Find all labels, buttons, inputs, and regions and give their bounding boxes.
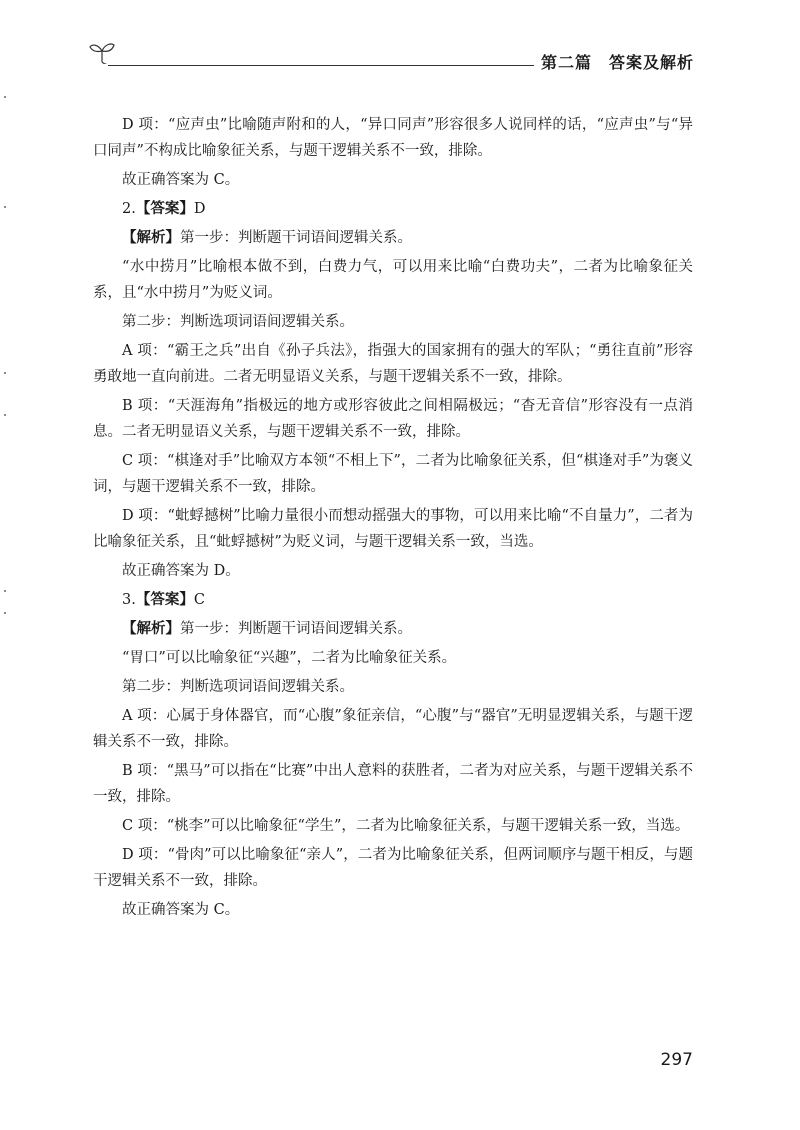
- paragraph-text: D 项：“蚍蜉撼树”比喻力量很小而想动摇强大的事物，可以用来比喻“不自量力”，二者为比喻象征关系，且“蚍蜉撼树”为贬义词，与题干逻辑关系一致，当选。: [93, 508, 693, 550]
- paragraph-text: D 项：“应声虫”比喻随声附和的人，“异口同声”形容很多人说同样的话，“应声虫”与“异口同声”不构成比喻象征关系，与题干逻辑关系不一致，排除。: [93, 117, 693, 159]
- answer-label: 【答案】: [135, 201, 194, 217]
- analysis-heading: [93, 225, 693, 251]
- paragraph: [93, 674, 693, 700]
- option-c: [93, 448, 693, 500]
- analysis-label: 【解析】: [122, 621, 180, 637]
- margin-dot: [4, 96, 6, 98]
- answer-value: D: [193, 201, 206, 217]
- margin-dot: [4, 414, 6, 416]
- paragraph-text: C 项：“棋逢对手”比喻双方本领“不相上下”，二者为比喻象征关系，但“棋逢对手”为褒义词，与题干逻辑关系不一致，排除。: [93, 453, 693, 495]
- option-d: [93, 503, 693, 555]
- question-number: 2.: [122, 201, 136, 217]
- option-b: [93, 758, 693, 810]
- scan-margin-marks: [4, 0, 7, 1130]
- answer-heading-3: [93, 587, 693, 613]
- paragraph: [93, 645, 693, 671]
- section-title: 第二篇 答案及解析: [540, 53, 694, 72]
- answer-label: 【答案】: [135, 592, 194, 608]
- paragraph: [93, 112, 693, 164]
- paragraph-text: C 项：“桃李”可以比喻象征“学生”，二者为比喻象征关系，与题干逻辑关系一致，当选。: [122, 818, 690, 834]
- paragraph: [93, 897, 693, 923]
- margin-dot: [4, 612, 6, 614]
- option-b: [93, 393, 693, 445]
- paragraph-text: 第一步：判断题干词语间逻辑关系。: [180, 621, 412, 637]
- analysis-heading: [93, 616, 693, 642]
- paragraph-text: 故正确答案为 C。: [122, 172, 240, 188]
- paragraph-text: B 项：“黑马”可以指在“比赛”中出人意料的获胜者，二者为对应关系，与题干逻辑关系不一致，排除。: [93, 763, 693, 805]
- paragraph: [93, 309, 693, 335]
- analysis-label: 【解析】: [122, 230, 180, 246]
- header-rule: [108, 65, 534, 66]
- question-number: 3.: [122, 592, 136, 608]
- paragraph-text: 故正确答案为 D。: [122, 563, 240, 579]
- margin-dot: [4, 206, 6, 208]
- option-c: [93, 813, 693, 839]
- paragraph: [93, 167, 693, 193]
- answer-value: C: [193, 592, 205, 608]
- paragraph-text: 第二步：判断选项词语间逻辑关系。: [122, 314, 354, 330]
- paragraph-text: 第二步：判断选项词语间逻辑关系。: [122, 679, 354, 695]
- paragraph-text: 第一步：判断题干词语间逻辑关系。: [180, 230, 412, 246]
- option-d: [93, 842, 693, 894]
- margin-dot: [4, 590, 6, 592]
- page-number: 297: [660, 1050, 693, 1070]
- paragraph-text: D 项：“骨肉”可以比喻象征“亲人”，二者为比喻象征关系，但两词顺序与题干相反，与题干逻辑关系不一致，排除。: [93, 847, 693, 889]
- option-a: [93, 338, 693, 390]
- option-a: [93, 703, 693, 755]
- answer-explanations: [93, 112, 693, 926]
- paragraph-text: “水中捞月”比喻根本做不到，白费力气，可以用来比喻“白费功夫”，二者为比喻象征关系，且“水中捞月”为贬义词。: [93, 259, 693, 301]
- paragraph-text: “胃口”可以比喻象征“兴趣”，二者为比喻象征关系。: [122, 650, 457, 666]
- paragraph-text: A 项：“霸王之兵”出自《孙子兵法》，指强大的国家拥有的强大的军队；“勇往直前”形容勇敢地一直向前进。二者无明显语义关系，与题干逻辑关系不一致，排除。: [93, 343, 693, 385]
- paragraph-text: 故正确答案为 C。: [122, 902, 240, 918]
- leaf-sprout-icon: [88, 40, 116, 64]
- answer-heading-2: [93, 196, 693, 222]
- paragraph-text: B 项：“天涯海角”指极远的地方或形容彼此之间相隔极远；“杳无音信”形容没有一点消息。二者无明显语义关系，与题干逻辑关系不一致，排除。: [93, 398, 693, 440]
- margin-dot: [4, 372, 6, 374]
- paragraph: [93, 254, 693, 306]
- paragraph-text: A 项：心属于身体器官，而“心腹”象征亲信，“心腹”与“器官”无明显逻辑关系，与题干逻辑关系不一致，排除。: [93, 708, 693, 750]
- page-header: [88, 40, 694, 80]
- paragraph: [93, 558, 693, 584]
